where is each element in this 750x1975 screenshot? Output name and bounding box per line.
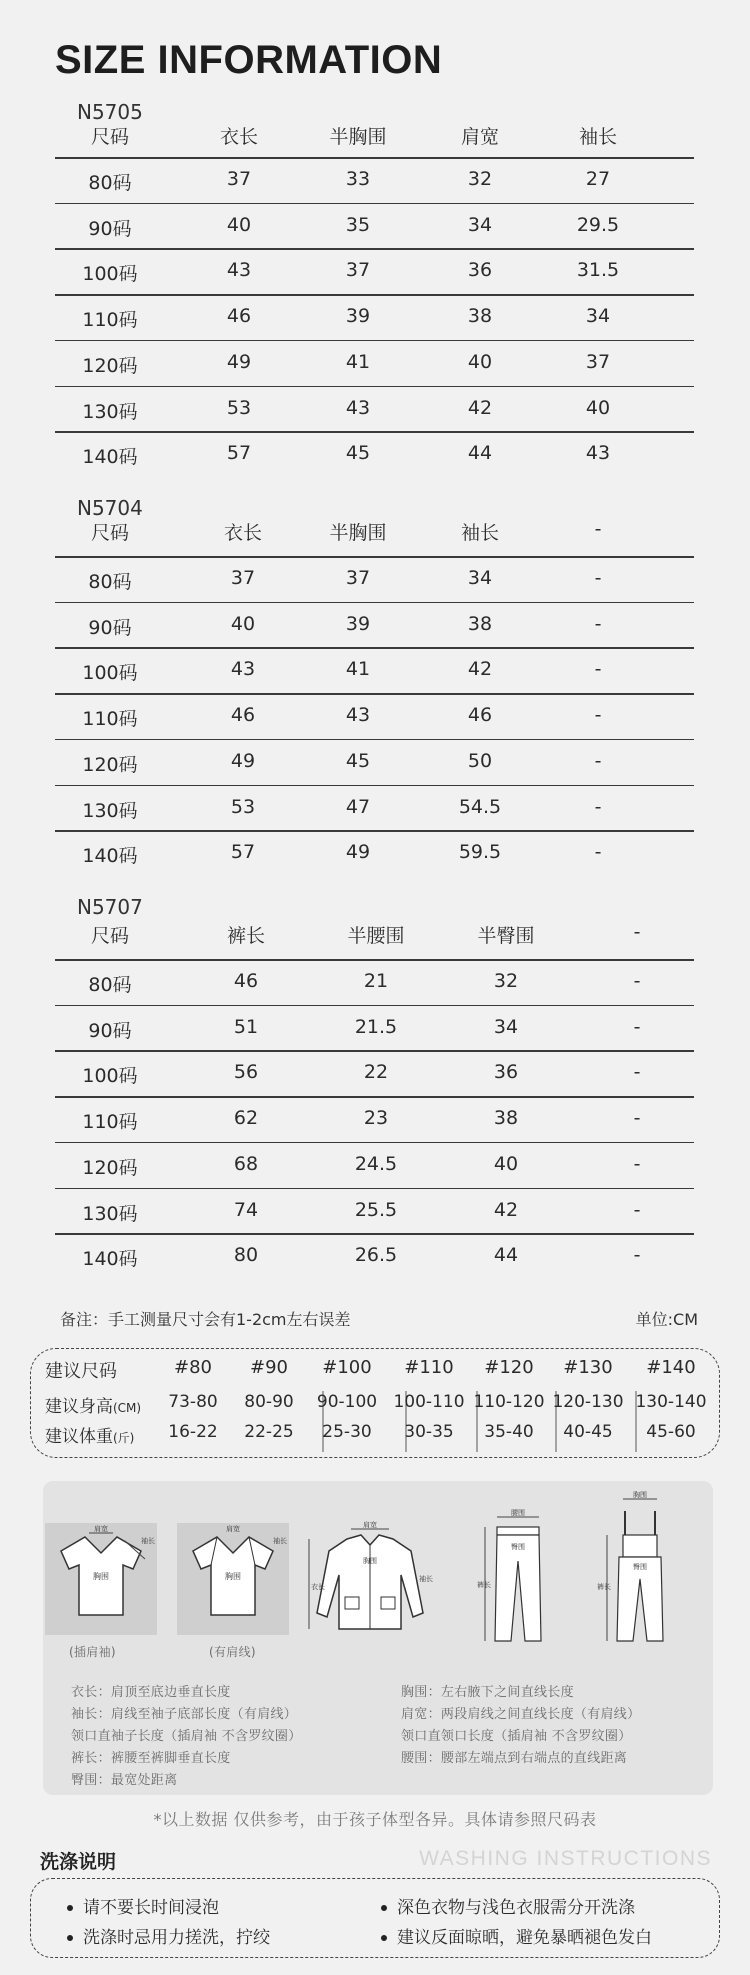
table-cell: 37	[345, 567, 371, 589]
table-code: N5705	[77, 100, 143, 124]
jacket-length-label: 衣长	[311, 1583, 325, 1591]
wash-item-text: 深色衣物与浅色衣服需分开洗涤	[397, 1898, 635, 1918]
table-cell: 43	[585, 442, 611, 465]
table-row-size: 90码	[88, 1019, 132, 1042]
table-row-size: 110码	[82, 309, 138, 332]
table-header-cell: 衣长	[223, 522, 262, 544]
table-divider	[55, 830, 694, 832]
table-cell: 34	[467, 213, 493, 236]
table-cell: 53	[226, 396, 252, 419]
table-divider	[55, 647, 694, 649]
table-cell: 32	[467, 168, 493, 190]
recommend-weight: 30-35	[404, 1422, 454, 1442]
tee1-chest-label: 胸围	[93, 1572, 109, 1581]
table-cell: 24.5	[354, 1152, 398, 1175]
table-cell: 45	[345, 749, 371, 772]
table-cell: 34	[585, 305, 611, 328]
tee2-caption: (有肩线)	[209, 1645, 256, 1659]
table-cell: 46	[226, 305, 252, 328]
tee2-chest-label: 胸围	[225, 1572, 241, 1581]
table-cell: 34	[493, 1015, 519, 1038]
table-divider	[55, 340, 694, 342]
table-cell: 47	[345, 795, 371, 818]
table-row-size: 100码	[82, 263, 138, 286]
table-divider	[55, 1005, 694, 1007]
table-cell: -	[594, 567, 602, 589]
overalls-length-label: 裤长	[597, 1583, 611, 1591]
wash-item	[381, 1893, 635, 1918]
recommend-weight: 45-60	[646, 1422, 696, 1442]
table-cell: 34	[467, 567, 493, 589]
table-cell: 57	[230, 841, 256, 864]
tee2-sleeve-label: 袖长	[273, 1537, 287, 1545]
pants-hip-label: 臀围	[511, 1543, 525, 1551]
recommend-height: 120-130	[552, 1392, 624, 1412]
table-divider	[55, 1142, 694, 1144]
table-cell: 68	[233, 1152, 259, 1175]
table-divider	[55, 1188, 694, 1190]
table-cell: 36	[467, 259, 493, 282]
table-row-size: 140码	[82, 446, 138, 469]
jacket-sleeve-label: 袖长	[419, 1575, 433, 1583]
table-row-size: 120码	[82, 354, 138, 377]
height-label-text: 建议身高	[45, 1397, 113, 1417]
pants-waist-label: 腰围	[511, 1509, 525, 1517]
table-cell: 49	[230, 749, 256, 772]
table-cell: 74	[233, 1198, 259, 1221]
table-row-size: 120码	[82, 753, 138, 776]
table-cell: 43	[230, 658, 256, 681]
wash-item	[67, 1893, 219, 1918]
table-divider	[55, 294, 694, 296]
bullet-icon	[381, 1935, 387, 1941]
table-row-size: 140码	[82, 1248, 138, 1271]
table-cell: 38	[493, 1107, 519, 1130]
table-row-size: 110码	[82, 1111, 138, 1134]
table-cell: 62	[233, 1107, 259, 1130]
recommend-height: 90-100	[316, 1392, 378, 1412]
table-cell: 21.5	[354, 1015, 398, 1038]
table-header-cell: 肩宽	[460, 126, 499, 148]
recommend-height-label	[45, 1392, 141, 1417]
guide-note-right: 领口直领口长度（插肩袖 不含罗纹圈）	[401, 1729, 632, 1744]
tee1-sleeve-label: 袖长	[141, 1537, 155, 1545]
recommend-size: #80	[174, 1357, 212, 1378]
table-cell: 40	[493, 1152, 519, 1175]
guide-note-left: 领口直袖子长度（插肩袖 不含罗纹圈）	[71, 1729, 302, 1744]
raglan-tee-icon	[45, 1523, 157, 1635]
table-divider	[55, 386, 694, 388]
table-cell: 27	[585, 168, 611, 190]
jacket-shoulder-label: 肩宽	[363, 1521, 377, 1529]
table-cell: 46	[230, 704, 256, 727]
recommend-size: #110	[404, 1357, 454, 1378]
table-row-size: 80码	[88, 172, 132, 194]
table-header-cell: 半胸围	[329, 522, 387, 544]
table-code: N5704	[77, 496, 143, 520]
table-cell: 22	[363, 1061, 389, 1084]
table-cell: 41	[345, 350, 371, 373]
recommend-weight-label	[45, 1422, 134, 1447]
recommend-weight: 35-40	[484, 1422, 534, 1442]
height-unit: (CM)	[113, 1401, 142, 1415]
recommend-height: 73-80	[168, 1392, 218, 1412]
recommend-height: 130-140	[635, 1392, 707, 1412]
note-unit: 单位:CM	[635, 1310, 698, 1329]
table-cell: 32	[493, 970, 519, 992]
wash-box	[30, 1878, 720, 1958]
weight-unit: (斤)	[113, 1431, 135, 1445]
table-divider	[55, 1233, 694, 1235]
guide-note-left: 裤长：裤腰至裤脚垂直长度	[71, 1751, 231, 1766]
table-cell: 43	[226, 259, 252, 282]
table-cell: 54.5	[458, 795, 502, 818]
recommend-weight: 22-25	[244, 1422, 294, 1442]
disclaimer: *以上数据 仅供参考，由于孩子体型各异。具体请参照尺码表	[153, 1810, 597, 1829]
table-cell: -	[594, 704, 602, 727]
table-row-size: 140码	[82, 845, 138, 868]
table-row-size: 90码	[88, 616, 132, 639]
table-row-size: 130码	[82, 799, 138, 822]
jacket-icon	[305, 1521, 435, 1641]
table-cell: 38	[467, 612, 493, 635]
overalls-chest-label: 胸围	[633, 1491, 647, 1499]
table-row-size: 80码	[88, 974, 132, 996]
pants-icon	[475, 1509, 555, 1649]
table-cell: 59.5	[458, 841, 502, 864]
table-cell: 42	[467, 658, 493, 681]
table-header-cell: 尺码	[90, 925, 129, 947]
seam-tee-icon	[177, 1523, 289, 1635]
jacket-chest-label: 胸围	[363, 1557, 377, 1565]
table-cell: 23	[363, 1107, 389, 1130]
table-divider	[55, 1050, 694, 1052]
table-cell: 43	[345, 396, 371, 419]
table-cell: -	[594, 612, 602, 635]
table-divider	[55, 248, 694, 250]
table-cell: 44	[467, 442, 493, 465]
measurement-guide	[43, 1481, 713, 1795]
weight-label-text: 建议体重	[45, 1427, 113, 1447]
table-cell: 53	[230, 795, 256, 818]
recommend-box	[30, 1348, 720, 1458]
pants-length-label: 裤长	[477, 1581, 491, 1589]
table-cell: 57	[226, 442, 252, 465]
table-divider	[55, 739, 694, 741]
table-code: N5707	[77, 895, 143, 919]
recommend-size: #120	[484, 1357, 534, 1378]
wash-title-en: WASHING INSTRUCTIONS	[419, 1847, 712, 1870]
table-row-size: 110码	[82, 708, 138, 731]
table-divider	[55, 785, 694, 787]
table-cell: 21	[363, 970, 389, 992]
table-cell: 45	[345, 442, 371, 465]
table-header-cell: 尺码	[90, 522, 129, 544]
table-row-size: 120码	[82, 1156, 138, 1179]
tee2-shoulder-label: 肩宽	[226, 1525, 240, 1533]
table-cell: 40	[467, 350, 493, 373]
page-title: SIZE INFORMATION	[55, 38, 443, 82]
table-divider	[55, 1096, 694, 1098]
table-cell: 51	[233, 1015, 259, 1038]
table-cell: -	[633, 1107, 641, 1130]
table-cell: 41	[345, 658, 371, 681]
recommend-weight: 16-22	[168, 1422, 218, 1442]
wash-item-text: 请不要长时间浸泡	[83, 1898, 219, 1918]
table-cell: 37	[230, 567, 256, 589]
table-header-cell: 半臀围	[477, 925, 535, 947]
table-cell: -	[633, 1244, 641, 1267]
guide-note-left: 臀围：最宽处距离	[71, 1773, 178, 1788]
guide-note-right: 肩宽：两段肩线之间直线长度（有肩线）	[401, 1707, 641, 1722]
table-cell: 46	[467, 704, 493, 727]
table-divider	[55, 602, 694, 604]
table-cell: 37	[345, 259, 371, 282]
table-cell: -	[633, 1152, 641, 1175]
table-divider	[55, 959, 694, 961]
recommend-weight: 25-30	[322, 1422, 372, 1442]
table-cell: 31.5	[576, 259, 620, 282]
table-cell: 25.5	[354, 1198, 398, 1221]
wash-item-text: 洗涤时忌用力搓洗，拧绞	[83, 1928, 270, 1948]
tee1-caption: (插肩袖)	[69, 1645, 116, 1659]
table-cell: 40	[230, 612, 256, 635]
wash-item-text: 建议反面晾晒，避免暴晒褪色发白	[397, 1928, 652, 1948]
table-header-cell: 袖长	[460, 522, 499, 544]
table-divider	[55, 693, 694, 695]
table-header-cell: 衣长	[219, 126, 258, 148]
note-measurement: 备注：手工测量尺寸会有1-2cm左右误差	[60, 1310, 351, 1329]
recommend-size: #140	[646, 1357, 696, 1378]
table-cell: -	[633, 1198, 641, 1221]
table-cell: 49	[226, 350, 252, 373]
table-cell: -	[633, 1061, 641, 1084]
wash-title: 洗涤说明	[40, 1851, 117, 1873]
guide-note-left: 衣长：肩顶至底边垂直长度	[71, 1685, 231, 1700]
table-cell: 49	[345, 841, 371, 864]
table-divider	[55, 556, 694, 558]
table-cell: 29.5	[576, 213, 620, 236]
recommend-height: 110-120	[473, 1392, 545, 1412]
wash-item	[381, 1923, 652, 1948]
recommend-size: #100	[322, 1357, 372, 1378]
guide-note-right: 胸围：左右腋下之间直线长度	[401, 1685, 574, 1700]
overalls-icon	[595, 1489, 685, 1649]
guide-note-left: 袖长：肩线至袖子底部长度（有肩线）	[71, 1707, 298, 1722]
table-cell: 39	[345, 305, 371, 328]
table-cell: 39	[345, 612, 371, 635]
recommend-weight: 40-45	[563, 1422, 613, 1442]
table-cell: -	[594, 749, 602, 772]
table-cell: -	[594, 795, 602, 818]
recommend-height: 100-110	[393, 1392, 465, 1412]
table-cell: 43	[345, 704, 371, 727]
table-cell: 26.5	[354, 1244, 398, 1267]
bullet-icon	[67, 1935, 73, 1941]
table-cell: 46	[233, 970, 259, 992]
table-cell: 37	[585, 350, 611, 373]
table-header-cell: 尺码	[90, 126, 129, 148]
table-cell: 38	[467, 305, 493, 328]
table-row-size: 130码	[82, 400, 138, 423]
table-cell: 80	[233, 1244, 259, 1267]
table-cell: 42	[493, 1198, 519, 1221]
table-header-cell: 裤长	[226, 925, 265, 947]
table-header-cell: 袖长	[578, 126, 617, 148]
table-row-size: 80码	[88, 571, 132, 593]
table-divider	[55, 203, 694, 205]
table-row-size: 100码	[82, 662, 138, 685]
table-cell: -	[633, 970, 641, 992]
recommend-size: #90	[250, 1357, 288, 1378]
bullet-icon	[381, 1905, 387, 1911]
recommend-size-label: 建议尺码	[45, 1361, 117, 1382]
table-cell: 33	[345, 168, 371, 190]
table-cell: 37	[226, 168, 252, 190]
table-row-size: 130码	[82, 1202, 138, 1225]
table-cell: 36	[493, 1061, 519, 1084]
table-cell: 42	[467, 396, 493, 419]
table-cell: 40	[226, 213, 252, 236]
table-cell: -	[633, 1015, 641, 1038]
table-header-cell: 半腰围	[347, 925, 405, 947]
table-header-cell: -	[594, 518, 602, 540]
bullet-icon	[67, 1905, 73, 1911]
table-divider	[55, 157, 694, 159]
recommend-size: #130	[563, 1357, 613, 1378]
table-cell: -	[594, 658, 602, 681]
table-header-cell: -	[633, 921, 641, 943]
table-cell: 40	[585, 396, 611, 419]
guide-note-right: 腰围：腰部左端点到右端点的直线距离	[401, 1751, 628, 1766]
recommend-height: 80-90	[244, 1392, 294, 1412]
table-cell: -	[594, 841, 602, 864]
table-cell: 35	[345, 213, 371, 236]
table-row-size: 100码	[82, 1065, 138, 1088]
table-cell: 44	[493, 1244, 519, 1267]
tee1-shoulder-label: 肩宽	[94, 1525, 108, 1533]
table-header-cell: 半胸围	[329, 126, 387, 148]
wash-item	[67, 1923, 270, 1948]
overalls-hip-label: 臀围	[633, 1563, 647, 1571]
table-divider	[55, 431, 694, 433]
table-row-size: 90码	[88, 217, 132, 240]
table-cell: 56	[233, 1061, 259, 1084]
table-cell: 50	[467, 749, 493, 772]
